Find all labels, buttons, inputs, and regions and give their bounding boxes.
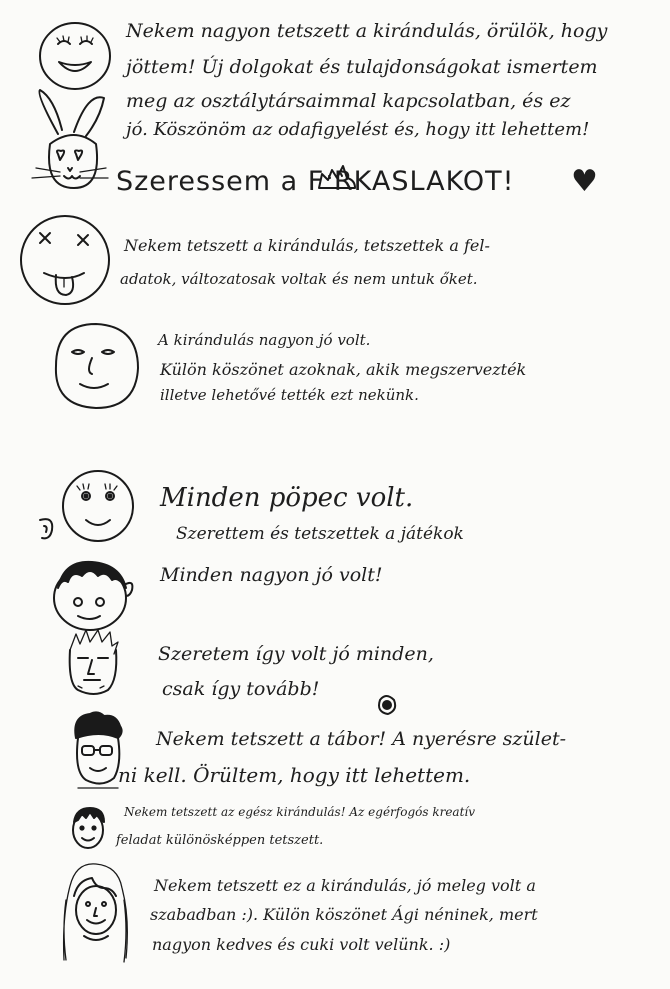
smiley-face-drawing bbox=[38, 20, 112, 92]
entry-1-line-2: jöttem! Új dolgokat és tulajdonságokat ismertem bbox=[126, 56, 598, 78]
entry-8-line-2: feladat különösképpen tetszett. bbox=[116, 833, 324, 848]
entry-6-line-2: csak így tovább! bbox=[162, 678, 320, 700]
entry-1-line-4: jó. Köszönöm az odafigyelést és, hogy itt lehettem! bbox=[126, 119, 590, 140]
ear-doodle bbox=[36, 516, 58, 542]
bunny-face-drawing bbox=[28, 84, 110, 196]
entry-7-line-1: Nekem tetszett a tábor! A nyerésre szület- bbox=[156, 728, 566, 750]
entry-9-line-1: Nekem tetszett ez a kirándulás, jó meleg volt a bbox=[154, 876, 536, 895]
entry-4-line-2: Szerettem és tetszettek a játékok bbox=[176, 524, 464, 544]
entry-2-line-2: adatok, változatosak voltak és nem untuk őket. bbox=[120, 270, 478, 288]
entry-1-line-1: Nekem nagyon tetszett a kirándulás, örülök, hogy bbox=[126, 20, 608, 42]
entry-3-line-2: Külön köszönet azoknak, akik megszervezték bbox=[160, 360, 527, 379]
entry-8-line-1: Nekem tetszett az egész kirándulás! Az egérfogós kreatív bbox=[124, 805, 476, 819]
long-hair-face-drawing bbox=[56, 860, 134, 970]
hair-face-drawing bbox=[48, 558, 134, 634]
entry-3-line-1: A kirándulás nagyon jó volt. bbox=[158, 331, 371, 349]
entry-5-line-1: Minden nagyon jó volt! bbox=[160, 564, 383, 586]
entry-9-line-3: nagyon kedves és cuki volt velünk. :) bbox=[152, 935, 451, 954]
ink-blot-doodle bbox=[376, 692, 398, 716]
entry-2-line-1: Nekem tetszett a kirándulás, tetszettek a fel- bbox=[124, 236, 490, 255]
lashes-face-drawing bbox=[60, 468, 136, 544]
plain-face-drawing bbox=[46, 318, 142, 414]
spiky-hair-face-drawing bbox=[64, 628, 124, 696]
entry-9-line-2: szabadban :). Külön köszönet Ági néninek, mert bbox=[150, 905, 538, 924]
entry-7-line-2: ni kell. Örültem, hogy itt lehettem. bbox=[118, 763, 471, 787]
tongue-face-drawing bbox=[18, 213, 112, 307]
entry-3-line-3: illetve lehetővé tették ezt nekünk. bbox=[160, 386, 419, 404]
motto-text: Szeressem a F RKASLAKOT! bbox=[116, 166, 515, 197]
motto-heart: ♥ bbox=[571, 164, 599, 199]
entry-4-line-1: Minden pöpec volt. bbox=[160, 483, 414, 513]
wolf-letter-drawing bbox=[313, 158, 359, 192]
entry-6-line-1: Szeretem így volt jó minden, bbox=[158, 643, 434, 665]
entry-1-line-3: meg az osztálytársaimmal kapcsolatban, és ez bbox=[126, 90, 571, 112]
small-face-drawing bbox=[70, 806, 106, 850]
